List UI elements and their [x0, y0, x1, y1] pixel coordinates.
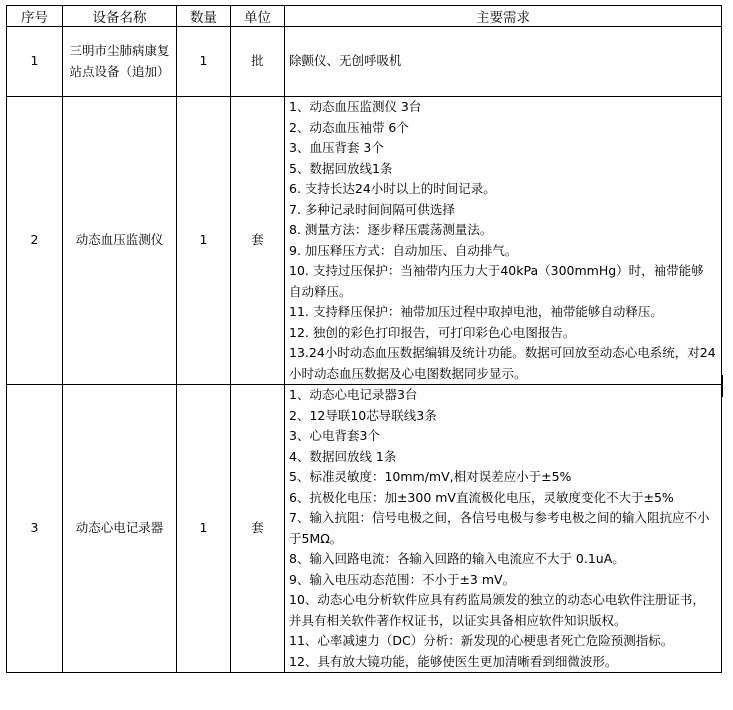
row-req: [285, 27, 722, 97]
row-qty: 1: [177, 97, 231, 385]
row-name: 动态血压监测仪: [63, 97, 177, 385]
row-name: 三明市尘肺病康复站点设备（追加）: [63, 27, 177, 97]
row-unit: 套: [231, 385, 285, 673]
table-edge-mark: [721, 375, 723, 397]
row-no: 1: [7, 27, 63, 97]
table-row: [7, 97, 722, 385]
row-qty: 1: [177, 385, 231, 673]
req-line: 8、输入回路电流：各输入回路的输入电流应不大于 0.1uA。: [289, 551, 625, 566]
req-line: 3、血压背套 3个: [289, 140, 384, 155]
req-line: 7、输入抗阻：信号电极之间，各信号电极与参考电极之间的输入阻抗应不小于5MΩ。: [289, 510, 710, 546]
req-line: 9. 加压释压方式：自动加压、自动排气。: [289, 242, 518, 258]
row-no: 3: [7, 385, 63, 673]
header-row: [7, 6, 722, 27]
req-line: 10、动态心电分析软件应具有药监局颁发的独立的动态心电软件注册证书，并具有相关软件著作权证书，以证实具备相应软件知识版权。: [289, 592, 705, 628]
req-line: 3、心电背套3个: [289, 428, 380, 443]
req-line: 4、数据回放线 1条: [289, 448, 397, 464]
req-line: 13.24小时动态血压数据编辑及统计功能。数据可回放至动态心电系统，对24小时动态血压数据及心电图数据同步显示。: [289, 345, 716, 381]
req-line: 6、抗极化电压：加±300 mV直流极化电压，灵敏度变化不大于±5%: [289, 489, 674, 505]
req-line: 8. 测量方法：逐步释压震荡测量法。: [289, 222, 493, 237]
req-line: 5、标准灵敏度：10mm/mV,相对误差应小于±5%: [289, 469, 572, 484]
table-row: [7, 385, 722, 673]
header-no: 序号: [7, 6, 63, 27]
req-line: 除颤仪、无创呼吸机: [289, 53, 402, 69]
req-line: 6. 支持长达24小时以上的时间记录。: [289, 181, 496, 196]
header-qty: 数量: [177, 6, 231, 27]
table-row: [7, 27, 722, 97]
row-qty: 1: [177, 27, 231, 97]
req-line: 12. 独创的彩色打印报告，可打印彩色心电图报告。: [289, 324, 576, 340]
req-line: 11. 支持释压保护：袖带加压过程中取掉电池，袖带能够自动释压。: [289, 304, 663, 319]
row-unit: 批: [231, 27, 285, 97]
row-no: 2: [7, 97, 63, 385]
req-line: 7. 多种记录时间间隔可供选择: [289, 201, 455, 217]
req-line: 9、输入电压动态范围：不小于±3 mV。: [289, 571, 516, 587]
header-req: 主要需求: [285, 6, 722, 27]
requirements-table: [6, 5, 722, 673]
row-req: [285, 97, 722, 385]
row-req: [285, 385, 722, 673]
req-line: 10. 支持过压保护：当袖带内压力大于40kPa（300mmHg）时，袖带能够自动释压。: [289, 263, 704, 299]
req-line: 5、数据回放线1条: [289, 160, 393, 176]
header-unit: 单位: [231, 6, 285, 27]
row-unit: 套: [231, 97, 285, 385]
req-line: 11、心率减速力（DC）分析：新发现的心梗患者死亡危险预测指标。: [289, 633, 674, 648]
req-line: 1、动态心电记录器3台: [289, 387, 418, 402]
req-line: 12、具有放大镜功能，能够使医生更加清晰看到细微波形。: [289, 653, 618, 669]
req-line: 2、12导联10芯导联线3条: [289, 407, 437, 423]
req-line: 2、动态血压袖带 6个: [289, 119, 409, 135]
row-name: 动态心电记录器: [63, 385, 177, 673]
req-line: 1、动态血压监测仪 3台: [289, 99, 422, 114]
header-name: 设备名称: [63, 6, 177, 27]
